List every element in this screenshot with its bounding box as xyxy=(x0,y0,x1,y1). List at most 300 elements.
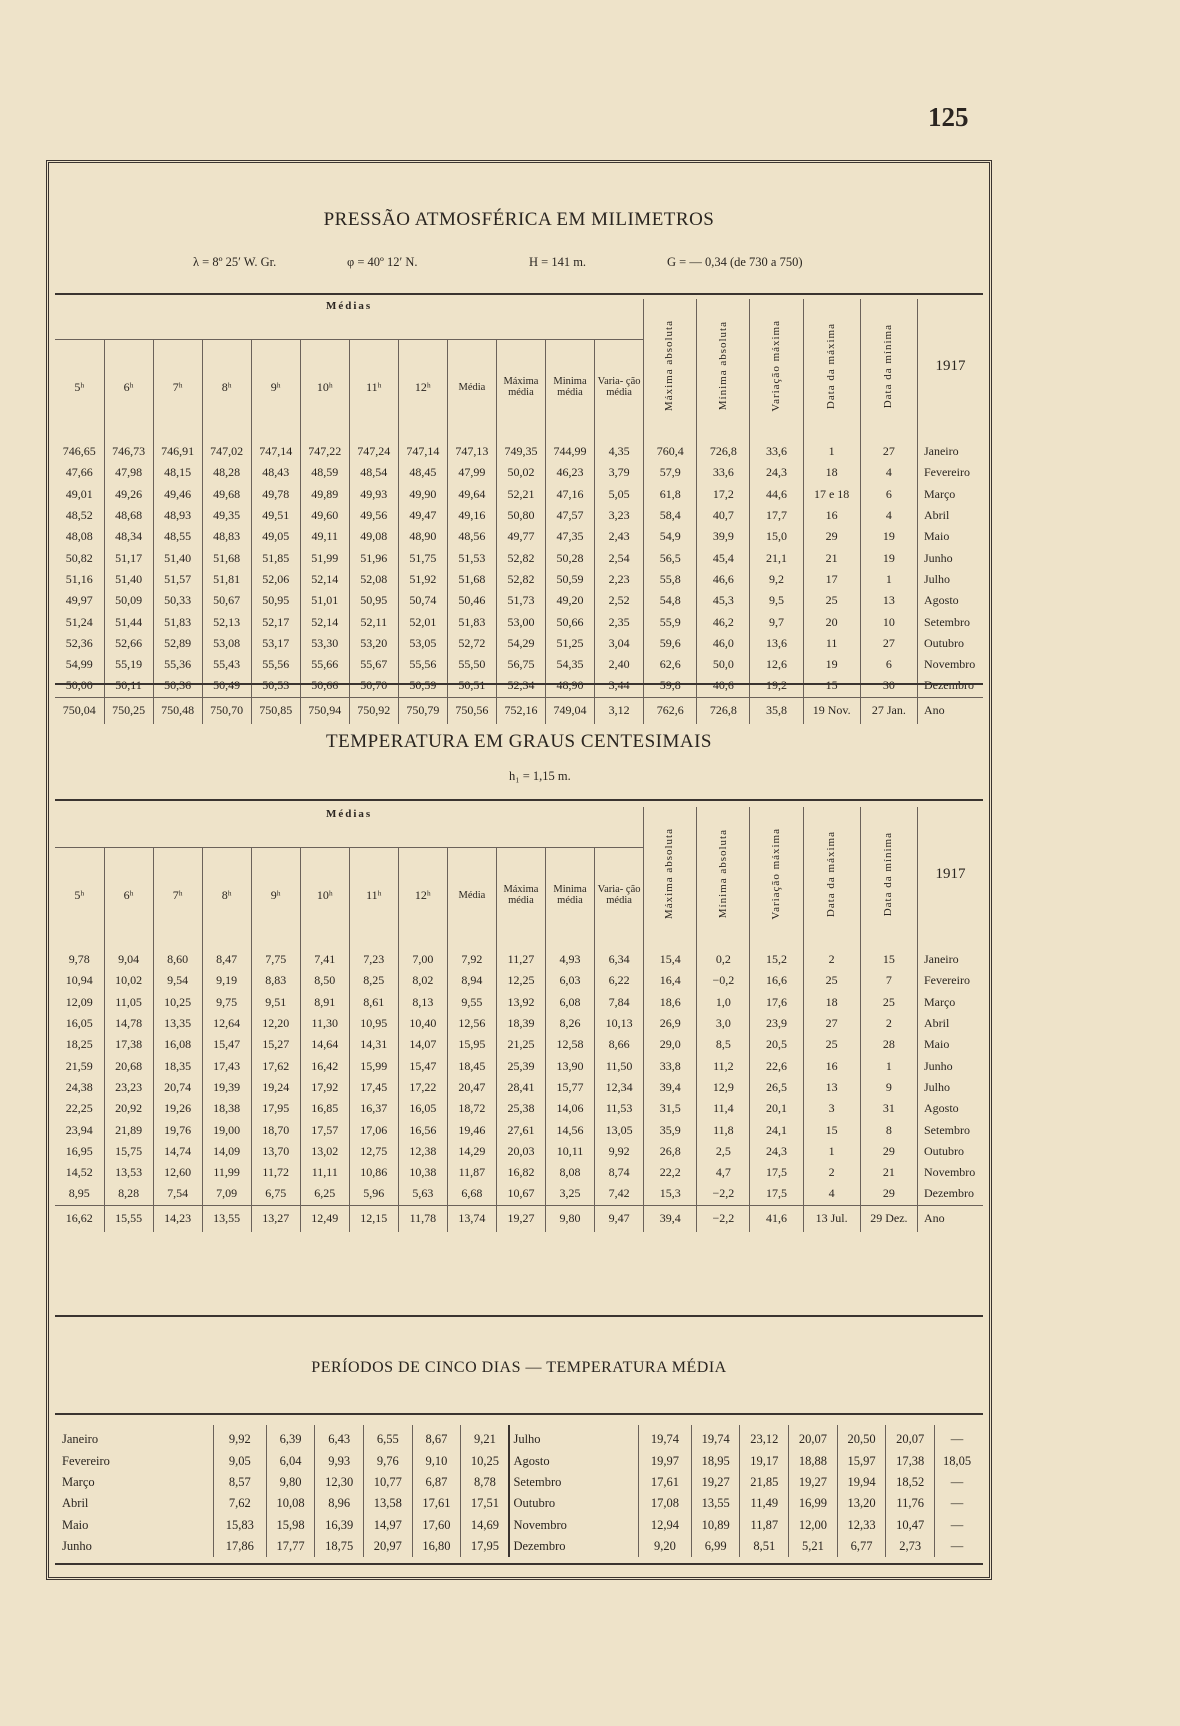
temperature-title: TEMPERATURA EM GRAUS CENTESIMAIS xyxy=(325,731,712,752)
table-cell: 29 xyxy=(860,1141,917,1162)
table-cell: 12,25 xyxy=(496,970,545,991)
table-cell: 16 xyxy=(803,505,860,526)
table-cell: 7,23 xyxy=(349,943,398,970)
table-cell: 5,96 xyxy=(349,1183,398,1205)
pressure-row-3 xyxy=(55,484,983,505)
table-cell: 54,9 xyxy=(644,526,697,547)
temperature-head-12h: 12ʰ xyxy=(398,847,447,943)
table-cell: 25 xyxy=(803,970,860,991)
table-cell: 2,52 xyxy=(595,590,644,611)
table-cell: 23,94 xyxy=(65,1122,93,1137)
table-cell: 14,74 xyxy=(153,1141,202,1162)
table-cell: 7,41 xyxy=(300,943,349,970)
table-cell: 62,6 xyxy=(644,654,697,675)
annual-cell: 39,4 xyxy=(644,1205,697,1232)
table-cell: 2,23 xyxy=(595,569,644,590)
table-cell: 747,24 xyxy=(349,435,398,462)
table-cell: 49,11 xyxy=(300,526,349,547)
table-cell: 747,14 xyxy=(398,435,447,462)
period-cell: 19,94 xyxy=(837,1472,886,1493)
table-cell: 20,68 xyxy=(104,1055,153,1076)
table-cell: 28,41 xyxy=(496,1077,545,1098)
table-cell: 50,02 xyxy=(496,462,545,483)
table-cell: 11,2 xyxy=(697,1055,750,1076)
table-cell: 51,75 xyxy=(398,547,447,568)
table-cell: 33,6 xyxy=(750,435,803,462)
table-cell: 17,2 xyxy=(697,484,750,505)
annual-cell: 749,04 xyxy=(545,697,594,724)
pressure-medias-label: Médias xyxy=(325,300,373,312)
table-cell: 6,22 xyxy=(595,970,644,991)
pressure-row-9 xyxy=(55,611,983,632)
period-cell: 17,86 xyxy=(213,1536,266,1557)
table-cell: 11 xyxy=(803,633,860,654)
table-cell: 49,64 xyxy=(447,484,496,505)
table-cell: 2,35 xyxy=(595,611,644,632)
table-cell: 50,95 xyxy=(349,590,398,611)
table-cell: 18,38 xyxy=(202,1098,251,1119)
table-cell: 55,8 xyxy=(644,569,697,590)
table-cell: 17,6 xyxy=(750,992,803,1013)
period-cell: 15,83 xyxy=(213,1515,266,1536)
table-cell: 8,83 xyxy=(251,970,300,991)
annual-cell: 726,8 xyxy=(697,697,750,724)
temperature-top-rule xyxy=(55,799,983,801)
table-cell: 22,25 xyxy=(65,1101,93,1116)
table-cell: 2,43 xyxy=(595,526,644,547)
periods-bottom-rule xyxy=(55,1563,983,1565)
month-label: Outubro xyxy=(917,1141,983,1162)
period-month-label: Abril xyxy=(62,1496,89,1511)
table-cell: 50,49 xyxy=(202,675,251,697)
table-cell: 20 xyxy=(803,611,860,632)
table-cell: 10,86 xyxy=(349,1162,398,1183)
table-cell: 17,43 xyxy=(202,1055,251,1076)
table-cell: 48,34 xyxy=(104,526,153,547)
table-cell: 2,40 xyxy=(595,654,644,675)
table-cell: 48,59 xyxy=(300,462,349,483)
period-cell: 14,97 xyxy=(364,1515,413,1536)
period-cell: 18,05 xyxy=(935,1450,979,1471)
month-label: Agosto xyxy=(917,590,983,611)
table-cell: 23,23 xyxy=(104,1077,153,1098)
table-cell: 747,22 xyxy=(300,435,349,462)
table-cell: 15 xyxy=(803,1119,860,1140)
table-cell: 7,75 xyxy=(251,943,300,970)
table-cell: 4 xyxy=(860,505,917,526)
table-cell: 53,08 xyxy=(202,633,251,654)
periods-row-3 xyxy=(59,1472,979,1493)
table-cell: 760,4 xyxy=(644,435,697,462)
table-cell: 10,25 xyxy=(153,992,202,1013)
annual-cell: 750,94 xyxy=(300,697,349,724)
table-cell: 744,99 xyxy=(545,435,594,462)
period-cell: 12,33 xyxy=(837,1515,886,1536)
table-cell: 16,56 xyxy=(398,1119,447,1140)
table-cell: 51,40 xyxy=(104,569,153,590)
table-cell: 59,6 xyxy=(644,633,697,654)
table-cell: 17,57 xyxy=(300,1119,349,1140)
table-cell: 3,79 xyxy=(595,462,644,483)
table-cell: 8,60 xyxy=(153,943,202,970)
month-label: Abril xyxy=(917,505,983,526)
table-cell: 9,2 xyxy=(750,569,803,590)
period-month-label: Setembro xyxy=(509,1472,638,1493)
table-cell: 24,3 xyxy=(750,462,803,483)
period-cell: 16,39 xyxy=(315,1515,364,1536)
table-cell: 31 xyxy=(860,1098,917,1119)
pressure-head-11h: 11ʰ xyxy=(349,339,398,435)
table-cell: 8,94 xyxy=(447,970,496,991)
table-cell: 1 xyxy=(860,1055,917,1076)
table-cell: 16,05 xyxy=(65,1016,93,1031)
table-cell: 19,39 xyxy=(202,1077,251,1098)
month-label: Setembro xyxy=(917,611,983,632)
table-cell: 749,35 xyxy=(496,435,545,462)
period-cell: 19,74 xyxy=(638,1425,691,1450)
table-cell: 13,05 xyxy=(595,1119,644,1140)
table-cell: 57,9 xyxy=(644,462,697,483)
table-cell: 54,8 xyxy=(644,590,697,611)
table-cell: 8 xyxy=(860,1119,917,1140)
table-cell: 2 xyxy=(860,1013,917,1034)
table-cell: 17,92 xyxy=(300,1077,349,1098)
table-cell: 7,09 xyxy=(202,1183,251,1205)
table-cell: 18,70 xyxy=(251,1119,300,1140)
table-cell: 8,08 xyxy=(545,1162,594,1183)
table-cell: 16,42 xyxy=(300,1055,349,1076)
table-cell: 8,91 xyxy=(300,992,349,1013)
table-cell: 8,95 xyxy=(68,1186,90,1201)
temperature-row-10 xyxy=(55,1141,983,1162)
pressure-row-5 xyxy=(55,526,983,547)
table-cell: 8,26 xyxy=(545,1013,594,1034)
table-cell: 49,08 xyxy=(349,526,398,547)
table-cell: 53,30 xyxy=(300,633,349,654)
period-cell: 19,74 xyxy=(691,1425,740,1450)
table-cell: 9,75 xyxy=(202,992,251,1013)
table-cell: 52,13 xyxy=(202,611,251,632)
period-cell: 11,87 xyxy=(740,1515,789,1536)
table-cell: 14,29 xyxy=(447,1141,496,1162)
periods-title: PERÍODOS DE CINCO DIAS — TEMPERATURA MÉDIA xyxy=(311,1359,727,1376)
table-cell: 5,05 xyxy=(595,484,644,505)
table-cell: 18 xyxy=(803,992,860,1013)
table-cell: 48,15 xyxy=(153,462,202,483)
annual-cell: 750,04 xyxy=(55,697,104,724)
period-cell: 20,07 xyxy=(886,1425,935,1450)
table-cell: 29,0 xyxy=(644,1034,697,1055)
table-cell: 9,19 xyxy=(202,970,251,991)
table-cell: 51,73 xyxy=(496,590,545,611)
pressure-head-10h: 10ʰ xyxy=(300,339,349,435)
table-cell: 46,23 xyxy=(545,462,594,483)
table-cell: 14,56 xyxy=(545,1119,594,1140)
periods-row-2 xyxy=(59,1450,979,1471)
annual-cell: 750,70 xyxy=(202,697,251,724)
period-cell: 17,60 xyxy=(412,1515,461,1536)
table-cell: 52,14 xyxy=(300,569,349,590)
table-cell: 53,17 xyxy=(251,633,300,654)
table-cell: 9 xyxy=(860,1077,917,1098)
table-cell: 2,54 xyxy=(595,547,644,568)
period-cell: 11,49 xyxy=(740,1493,789,1514)
table-cell: 9,04 xyxy=(104,943,153,970)
table-cell: 55,67 xyxy=(349,654,398,675)
period-cell: 19,27 xyxy=(789,1472,838,1493)
table-cell: 7,00 xyxy=(398,943,447,970)
table-cell: 10 xyxy=(860,611,917,632)
table-cell: 54,29 xyxy=(496,633,545,654)
annual-cell: 9,80 xyxy=(545,1205,594,1232)
periods-top-rule xyxy=(55,1413,983,1415)
table-cell: 18,72 xyxy=(447,1098,496,1119)
table-cell: 48,43 xyxy=(251,462,300,483)
table-cell: 52,72 xyxy=(447,633,496,654)
table-cell: 18,6 xyxy=(644,992,697,1013)
table-cell: 9,5 xyxy=(750,590,803,611)
table-cell: 6 xyxy=(860,654,917,675)
table-cell: 53,00 xyxy=(496,611,545,632)
table-cell: 51,83 xyxy=(153,611,202,632)
table-cell: 27 xyxy=(803,1013,860,1034)
period-cell: 9,05 xyxy=(213,1450,266,1471)
month-label: Janeiro xyxy=(917,435,983,462)
table-cell: 15,47 xyxy=(202,1034,251,1055)
table-cell: 6,34 xyxy=(595,943,644,970)
table-cell: 3,44 xyxy=(595,675,644,697)
table-cell: 48,56 xyxy=(447,526,496,547)
table-cell: 11,11 xyxy=(300,1162,349,1183)
pressure-head-8h: 8ʰ xyxy=(202,339,251,435)
table-cell: 2 xyxy=(803,943,860,970)
table-cell: 50,09 xyxy=(104,590,153,611)
table-cell: 30 xyxy=(860,675,917,697)
table-cell: 14,06 xyxy=(545,1098,594,1119)
table-cell: 51,53 xyxy=(447,547,496,568)
table-cell: 55,56 xyxy=(251,654,300,675)
annual-cell: 762,6 xyxy=(644,697,697,724)
table-cell: −0,2 xyxy=(697,970,750,991)
table-cell: 8,66 xyxy=(595,1034,644,1055)
period-cell: 20,07 xyxy=(789,1425,838,1450)
table-cell: 10,94 xyxy=(65,973,93,988)
table-cell: −2,2 xyxy=(697,1183,750,1205)
table-cell: 21,59 xyxy=(65,1058,93,1073)
table-cell: 50,59 xyxy=(545,569,594,590)
temperature-head-7h: 7ʰ xyxy=(153,847,202,943)
pressure-row-10 xyxy=(55,633,983,654)
month-label: Novembro xyxy=(917,654,983,675)
table-cell: 51,01 xyxy=(300,590,349,611)
table-cell: 16 xyxy=(803,1055,860,1076)
pressure-head-6h: 6ʰ xyxy=(104,339,153,435)
table-cell: 52,17 xyxy=(251,611,300,632)
month-label: Julho xyxy=(917,569,983,590)
table-cell: 13,6 xyxy=(750,633,803,654)
table-cell: 15,3 xyxy=(644,1183,697,1205)
table-cell: 16,82 xyxy=(496,1162,545,1183)
pressure-row-1 xyxy=(55,435,983,462)
table-cell: 26,8 xyxy=(644,1141,697,1162)
period-cell: 19,17 xyxy=(740,1450,789,1471)
table-cell: 15,4 xyxy=(644,943,697,970)
table-cell: 12,34 xyxy=(595,1077,644,1098)
temperature-head-data-min: Data da mínima xyxy=(860,807,917,943)
month-label: Junho xyxy=(917,1055,983,1076)
table-cell: 9,78 xyxy=(68,952,90,967)
table-cell: 21,89 xyxy=(104,1119,153,1140)
period-cell: 16,99 xyxy=(789,1493,838,1514)
table-cell: 15,27 xyxy=(251,1034,300,1055)
period-cell: 15,98 xyxy=(266,1515,315,1536)
table-cell: 8,61 xyxy=(349,992,398,1013)
table-cell: 17 xyxy=(803,569,860,590)
temperature-head-max-abs: Máxima absoluta xyxy=(644,807,697,943)
period-cell: 17,08 xyxy=(638,1493,691,1514)
table-cell: 15 xyxy=(803,675,860,697)
period-month-label: Março xyxy=(62,1474,95,1489)
table-cell: 53,05 xyxy=(398,633,447,654)
table-cell: 55,9 xyxy=(644,611,697,632)
table-cell: 55,56 xyxy=(398,654,447,675)
temperature-head-9h: 9ʰ xyxy=(251,847,300,943)
temperature-head-media: Média xyxy=(447,847,496,943)
table-cell: 7,42 xyxy=(595,1183,644,1205)
pressure-row-11 xyxy=(55,654,983,675)
table-cell: 29 xyxy=(803,526,860,547)
temperature-row-11 xyxy=(55,1162,983,1183)
year-label: Ano xyxy=(917,697,983,724)
table-cell: 11,72 xyxy=(251,1162,300,1183)
period-cell: 2,73 xyxy=(886,1536,935,1557)
temperature-bottom-rule xyxy=(55,1315,983,1317)
month-label: Dezembro xyxy=(917,675,983,697)
table-cell: 12,9 xyxy=(697,1077,750,1098)
table-cell: 19 xyxy=(803,654,860,675)
table-cell: 23,9 xyxy=(750,1013,803,1034)
table-cell: 4,93 xyxy=(545,943,594,970)
table-cell: 50,11 xyxy=(104,675,153,697)
table-cell: 10,95 xyxy=(349,1013,398,1034)
table-cell: 50,36 xyxy=(153,675,202,697)
table-cell: 46,2 xyxy=(697,611,750,632)
temperature-row-5 xyxy=(55,1034,983,1055)
table-cell: 48,68 xyxy=(104,505,153,526)
annual-cell: 13,27 xyxy=(251,1205,300,1232)
table-cell: 58,4 xyxy=(644,505,697,526)
table-cell: 3,0 xyxy=(697,1013,750,1034)
table-cell: 51,81 xyxy=(202,569,251,590)
annual-cell: 9,47 xyxy=(595,1205,644,1232)
table-cell: 9,55 xyxy=(447,992,496,1013)
period-cell: 8,96 xyxy=(315,1493,364,1514)
table-cell: 55,19 xyxy=(104,654,153,675)
annual-cell: 750,85 xyxy=(251,697,300,724)
period-cell: 6,87 xyxy=(412,1472,461,1493)
period-cell: 9,93 xyxy=(315,1450,364,1471)
annual-cell: 750,25 xyxy=(104,697,153,724)
temperature-row-4 xyxy=(55,1013,983,1034)
table-cell: 52,66 xyxy=(104,633,153,654)
table-cell: 48,55 xyxy=(153,526,202,547)
period-cell: — xyxy=(935,1515,979,1536)
periods-row-5 xyxy=(59,1515,979,1536)
table-cell: 15,75 xyxy=(104,1141,153,1162)
pressure-row-8 xyxy=(55,590,983,611)
period-cell: 20,97 xyxy=(364,1536,413,1557)
period-month-label: Fevereiro xyxy=(62,1453,110,1468)
table-cell: 10,38 xyxy=(398,1162,447,1183)
temperature-head-8h: 8ʰ xyxy=(202,847,251,943)
table-cell: 48,83 xyxy=(202,526,251,547)
period-month-label: Novembro xyxy=(509,1515,638,1536)
table-cell: 1,0 xyxy=(697,992,750,1013)
temperature-annual-row xyxy=(55,1205,983,1232)
annual-cell: 27 Jan. xyxy=(860,697,917,724)
table-cell: 726,8 xyxy=(697,435,750,462)
table-cell: 56,5 xyxy=(644,547,697,568)
period-month-label: Dezembro xyxy=(509,1536,638,1557)
table-cell: 52,89 xyxy=(153,633,202,654)
month-label: Julho xyxy=(917,1077,983,1098)
period-cell: 9,10 xyxy=(412,1450,461,1471)
period-cell: 9,80 xyxy=(266,1472,315,1493)
table-cell: 49,20 xyxy=(545,590,594,611)
annual-cell: 29 Dez. xyxy=(860,1205,917,1232)
table-cell: 19 xyxy=(860,547,917,568)
table-cell: 50,51 xyxy=(447,675,496,697)
table-cell: 14,64 xyxy=(300,1034,349,1055)
pressure-param-latitude: φ = 40º 12′ N. xyxy=(347,255,418,269)
table-cell: 4 xyxy=(860,462,917,483)
period-cell: 17,61 xyxy=(412,1493,461,1514)
table-cell: 18 xyxy=(803,462,860,483)
temperature-row-8 xyxy=(55,1098,983,1119)
annual-cell: 13,74 xyxy=(447,1205,496,1232)
table-cell: 18,35 xyxy=(153,1055,202,1076)
table-cell: 50,33 xyxy=(153,590,202,611)
table-cell: 47,66 xyxy=(65,465,93,480)
period-cell: 17,95 xyxy=(461,1536,510,1557)
table-cell: 49,60 xyxy=(300,505,349,526)
table-cell: 22,2 xyxy=(644,1162,697,1183)
table-cell: 7 xyxy=(860,970,917,991)
table-cell: 26,5 xyxy=(750,1077,803,1098)
table-cell: 6,08 xyxy=(545,992,594,1013)
table-cell: 2,5 xyxy=(697,1141,750,1162)
table-cell: 25 xyxy=(860,992,917,1013)
table-cell: 18,45 xyxy=(447,1055,496,1076)
table-cell: 52,01 xyxy=(398,611,447,632)
page-number: 125 xyxy=(928,102,969,132)
table-cell: 21,25 xyxy=(496,1034,545,1055)
period-cell: 19,27 xyxy=(691,1472,740,1493)
period-cell: 18,95 xyxy=(691,1450,740,1471)
table-cell: 48,52 xyxy=(65,508,93,523)
table-cell: 21,1 xyxy=(750,547,803,568)
period-cell: 17,51 xyxy=(461,1493,510,1514)
table-cell: 52,14 xyxy=(300,611,349,632)
table-cell: 40,6 xyxy=(697,675,750,697)
table-cell: 56,75 xyxy=(496,654,545,675)
table-cell: 50,70 xyxy=(349,675,398,697)
table-cell: 1 xyxy=(803,1141,860,1162)
table-cell: 20,1 xyxy=(750,1098,803,1119)
temperature-param-height: h₁ = 1,15 m. xyxy=(509,769,571,783)
period-cell: 9,20 xyxy=(638,1536,691,1557)
pressure-annual-row xyxy=(55,697,983,724)
